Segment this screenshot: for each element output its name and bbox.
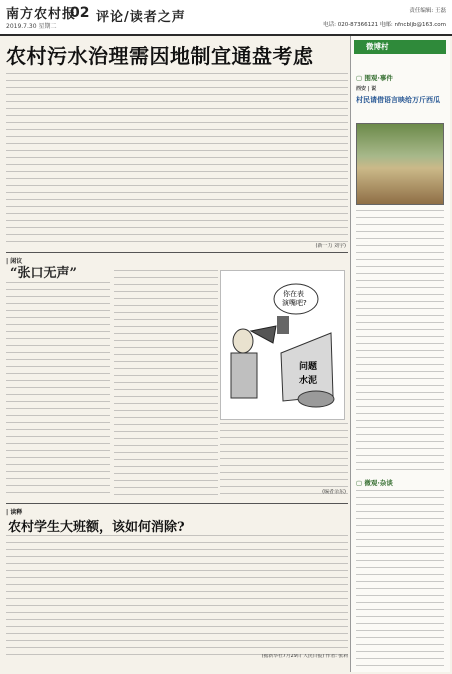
cartoon-bubble-line1: 你在表	[283, 290, 304, 298]
column-tag: | 闲议	[6, 258, 23, 265]
divider	[6, 503, 348, 504]
editor-line: 责任编辑: 王磊	[409, 8, 446, 14]
sidebar-body-1	[356, 210, 444, 470]
cartoon-bubble-line2: 演嘴吧?	[282, 299, 307, 307]
sidebar-body-2	[356, 490, 444, 668]
column-body-mid	[114, 270, 218, 495]
sidebar-item1-title: 村民请借语言映给万斤西瓜	[356, 96, 440, 104]
bottom-tag: | 读释	[6, 509, 23, 516]
sidebar-header: 微博村	[354, 40, 446, 54]
contact-line: 电话: 020-87366121 电邮: nfncbljb@163.com	[323, 22, 446, 28]
bottom-source: (据新华社7月29日 人民日报) 作者: 张莉	[261, 654, 348, 659]
sidebar-photo	[356, 123, 444, 205]
bottom-article-body	[6, 535, 348, 659]
column-body-left	[6, 282, 110, 495]
newspaper-logo: 南方农村报	[6, 7, 77, 22]
editorial-cartoon	[220, 270, 345, 420]
sidebar-tag-1: ▢ 围观·事件	[356, 74, 393, 82]
column-title: “张口无声”	[10, 266, 77, 281]
page-number: 02	[70, 5, 90, 21]
lead-headline: 农村污水治理需因地制宜通盘考虑	[6, 44, 314, 68]
cartoon-sign-line1: 问题	[299, 362, 318, 372]
cartoon-sign-line2: 水泥	[299, 376, 318, 386]
lead-article-body	[6, 73, 348, 243]
lead-byline: (新一力 刘宇)	[315, 243, 346, 249]
column-byline: (编者余东)	[322, 489, 346, 495]
sidebar-item1-source: 西安 | 说	[356, 86, 377, 92]
column-body-right	[220, 423, 348, 495]
issue-date: 2019.7.30 星期二	[6, 23, 57, 30]
divider	[6, 252, 348, 253]
section-title: 评论/读者之声	[96, 10, 186, 25]
sidebar-tag-2: ▢ 微观·杂谈	[356, 479, 393, 487]
bottom-headline: 农村学生大班额，该如何消除?	[8, 520, 185, 535]
